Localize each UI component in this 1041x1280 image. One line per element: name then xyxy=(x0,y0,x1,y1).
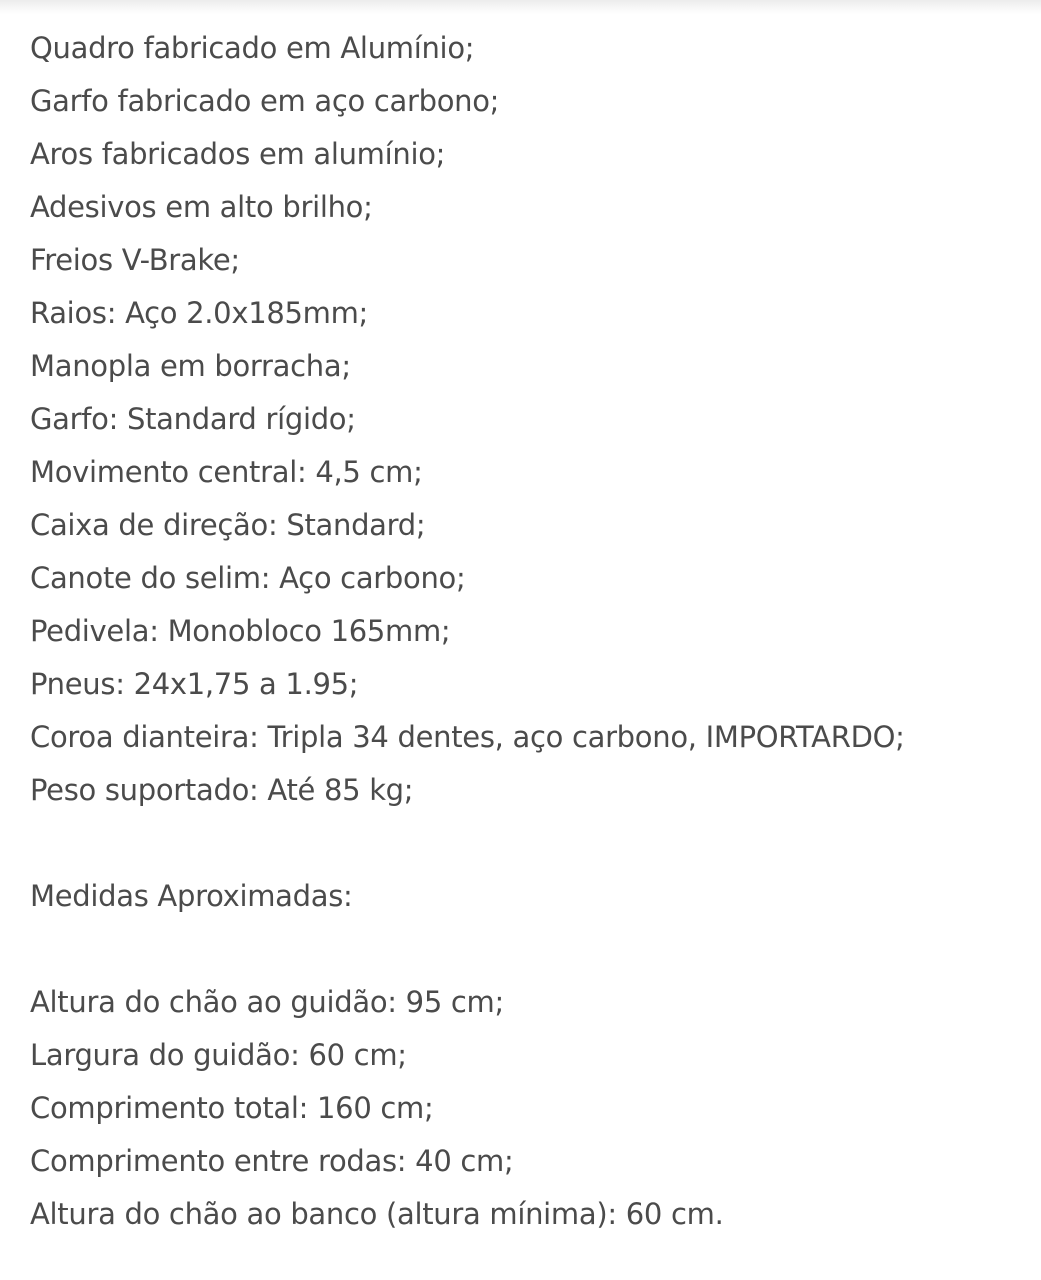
measures-heading: Medidas Aproximadas: xyxy=(30,879,353,913)
spec-line: Pedivela: Monobloco 165mm; xyxy=(30,614,451,648)
measure-line: Altura do chão ao banco (altura mínima): 60 cm. xyxy=(30,1197,724,1231)
product-description xyxy=(30,22,1030,1241)
spec-line: Garfo fabricado em aço carbono; xyxy=(30,84,500,118)
spec-line: Canote do selim: Aço carbono; xyxy=(30,561,466,595)
spec-line: Raios: Aço 2.0x185mm; xyxy=(30,296,369,330)
paragraph-gap xyxy=(30,923,1030,976)
spec-line: Aros fabricados em alumínio; xyxy=(30,137,446,171)
spec-line: Pneus: 24x1,75 a 1.95; xyxy=(30,667,359,701)
spec-line: Movimento central: 4,5 cm; xyxy=(30,455,423,489)
top-shadow xyxy=(0,0,1041,14)
spec-line: Freios V-Brake; xyxy=(30,243,240,277)
spec-line: Peso suportado: Até 85 kg; xyxy=(30,773,414,807)
measure-line: Largura do guidão: 60 cm; xyxy=(30,1038,407,1072)
spec-line: Adesivos em alto brilho; xyxy=(30,190,373,224)
paragraph-gap xyxy=(30,817,1030,870)
measure-line: Comprimento total: 160 cm; xyxy=(30,1091,434,1125)
spec-line: Caixa de direção: Standard; xyxy=(30,508,426,542)
measure-line: Comprimento entre rodas: 40 cm; xyxy=(30,1144,514,1178)
spec-line: Coroa dianteira: Tripla 34 dentes, aço carbono, IMPORTARDO; xyxy=(30,720,905,754)
spec-line: Manopla em borracha; xyxy=(30,349,351,383)
spec-line: Garfo: Standard rígido; xyxy=(30,402,356,436)
spec-line: Quadro fabricado em Alumínio; xyxy=(30,31,475,65)
measure-line: Altura do chão ao guidão: 95 cm; xyxy=(30,985,504,1019)
